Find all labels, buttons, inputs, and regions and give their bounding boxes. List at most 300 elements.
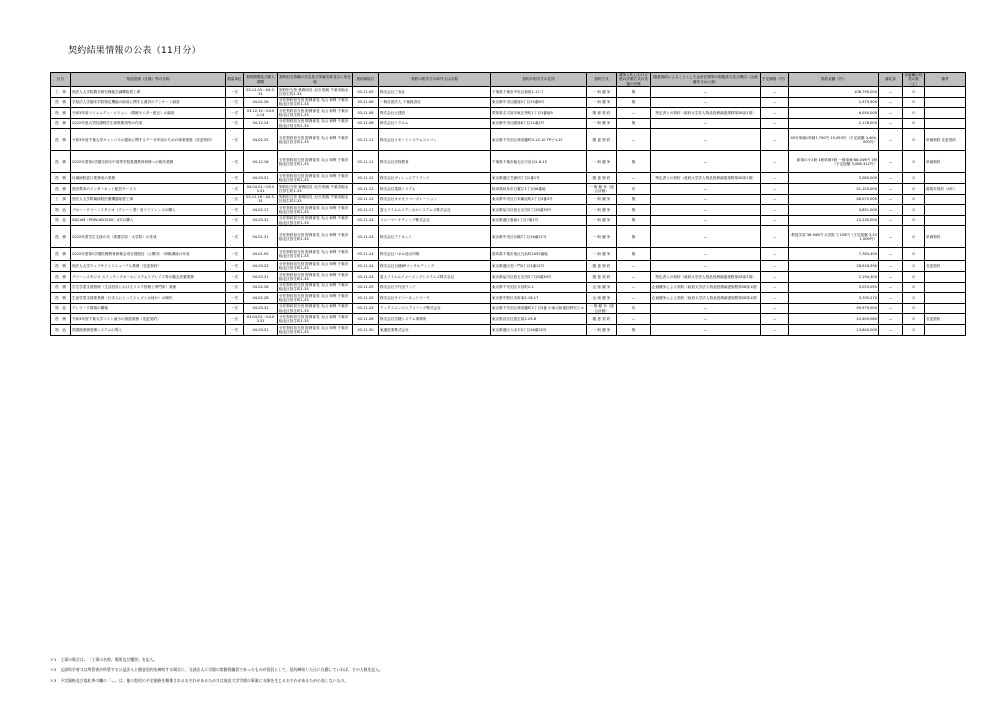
cell-reason: —: [651, 183, 761, 194]
table-row: [51, 248, 966, 261]
cell-dept: 役 務: [51, 97, 71, 108]
cell-qty: 一式: [226, 226, 244, 248]
cell-qty: 一式: [226, 324, 244, 335]
cell-bidders: 0: [903, 173, 925, 184]
cell-competition: 有: [617, 183, 651, 194]
table-row: [51, 173, 966, 184]
table-row: [51, 118, 966, 129]
cell-item: 独法人大学院農学研究棟他空調機取替工事: [71, 87, 226, 98]
cell-qty: 一式: [226, 303, 244, 314]
cell-dept: 役 務: [51, 129, 71, 151]
cell-officer: 分任契約担当役 財務部長 丸山 和利 千葉市稲毛区弥生町1-33: [278, 205, 353, 216]
cell-address: 東京都港区虎ノ門4丁目3番12号: [491, 261, 587, 272]
cell-method: 企 画 競 争: [587, 293, 617, 304]
cell-rate: —: [879, 248, 903, 261]
cell-period: 04.04.01〜05.03.31: [244, 183, 278, 194]
cell-method: 随 意 契 約: [587, 129, 617, 151]
cell-reason: 特定者との契約（政府大学法人物品役務調達規程第28条1項）: [651, 108, 761, 119]
cell-date: 03.11.25: [353, 303, 379, 314]
cell-method: 一 般 競 争: [587, 324, 617, 335]
cell-method: 一 般 競 争（総合評価）: [587, 303, 617, 314]
footnote-2: ＊2 文部科学省又は所管省が所管する公益法人と随意契約を締結する場合に、当該法人に学園の常勤役職員であったものが役員として、契約締結した日に在籍していれば、その人数を記入。: [50, 667, 384, 673]
cell-competition: —: [617, 129, 651, 151]
cell-vendor: 株式会社千代田ランド: [379, 282, 491, 293]
cell-estimate: —: [761, 303, 789, 314]
cell-estimate: —: [761, 97, 789, 108]
cell-officer: 分任契約担当役 財務部長 丸山 和利 千葉市稲毛区弥生町1-33: [278, 314, 353, 325]
table-body: [51, 87, 966, 336]
cell-address: 東京都千代田区神田錦町3-13-10 TPビル1F: [491, 129, 587, 151]
table-row: [51, 303, 966, 314]
cell-item: グリーンスタジオ スイッチングオールシステムリプレイス等の撤去設置業務: [71, 271, 226, 282]
cell-amount: 2,194,300: [789, 271, 879, 282]
cell-competition: —: [617, 108, 651, 119]
cell-qty: 一式: [226, 282, 244, 293]
cell-vendor: 富士フイルムメディカルシステムズ株式会社: [379, 205, 491, 216]
contract-results-table: [50, 72, 966, 336]
cell-vendor: 株式会社リクルム: [379, 118, 491, 129]
cell-date: 03.11.08: [353, 118, 379, 129]
cell-vendor: 東通産業株式会社: [379, 324, 491, 335]
cell-rate: —: [879, 324, 903, 335]
cell-amount: 49分単価1単価7,700円 10,450円（予定総額 4,400,000円）: [789, 129, 879, 151]
cell-period: 04.03.31: [244, 173, 278, 184]
cell-dept: 役 務: [51, 118, 71, 129]
cell-reason: —: [651, 226, 761, 248]
cell-dept: 役 務: [51, 248, 71, 261]
cell-qty: 一式: [226, 129, 244, 151]
cell-competition: 無: [617, 205, 651, 216]
cell-estimate: —: [761, 173, 789, 184]
page-title: 契約結果情報の公表（11月分）: [68, 46, 201, 56]
table-header-row: [51, 73, 966, 87]
cell-reason: —: [651, 97, 761, 108]
cell-officer: 分任契約担当役 財務部長 丸山 和利 千葉市稲毛区弥生町1-33: [278, 151, 353, 173]
cell-remarks: [925, 303, 966, 314]
cell-bidders: 0: [903, 282, 925, 293]
cell-remarks: 単価契約: [925, 226, 966, 248]
cell-address: 東京都渋谷区道玄坂2-29-8: [491, 314, 587, 325]
cell-amount: 28,916,590: [789, 261, 879, 272]
cell-reason: 特定者との契約（政府大学法人物品役務調達規程第28条1項）: [651, 173, 761, 184]
cell-competition: 無: [617, 87, 651, 98]
cell-period: 03.11.16〜04.3.31: [244, 194, 278, 205]
cell-rate: —: [879, 118, 903, 129]
cell-item: 独法教育のインターネット配信サービス: [71, 183, 226, 194]
cell-rate: —: [879, 151, 903, 173]
header-method: 契約方式: [587, 73, 617, 87]
cell-remarks: [925, 87, 966, 98]
cell-item: 2022年度大学院課程学生募集要項等の作成: [71, 118, 226, 129]
table-row: [51, 97, 966, 108]
cell-bidders: 0: [903, 194, 925, 205]
cell-competition: 無: [617, 215, 651, 226]
table-row: [51, 194, 966, 205]
cell-reason: —: [651, 324, 761, 335]
cell-officer: 分任契約担当役 財務部長 丸山 和利 千葉市稲毛区弥生町1-33: [278, 215, 353, 226]
cell-officer: 分任契約担当役 財務部長 丸山 和利 千葉市稲毛区弥生町1-33: [278, 282, 353, 293]
cell-estimate: —: [761, 215, 789, 226]
cell-qty: 一式: [226, 261, 244, 272]
cell-date: 03.11.24: [353, 215, 379, 226]
cell-competition: —: [617, 271, 651, 282]
cell-bidders: 0: [903, 226, 925, 248]
cell-officer: 分任契約担当役 財務部長 丸山 和利 千葉市稲毛区弥生町1-33: [278, 248, 353, 261]
cell-estimate: —: [761, 205, 789, 216]
cell-address: 千葉県千葉市中央区新宿1-17-7: [491, 87, 587, 98]
cell-estimate: —: [761, 248, 789, 261]
cell-bidders: 0: [903, 205, 925, 216]
cell-address: 東京都品川区西五反田3丁目6番30号: [491, 271, 587, 282]
cell-rate: —: [879, 303, 903, 314]
cell-bidders: 0: [903, 108, 925, 119]
header-amount: 契約金額（円）: [789, 73, 879, 87]
cell-period: 04.01.05: [244, 248, 278, 261]
cell-amount: 新規の小1冊 1冊単価7冊 一冊単価 68,049円 1冊（予定総額 3,068,312円）: [789, 151, 879, 173]
cell-period: 04.02.17: [244, 205, 278, 216]
cell-rate: —: [879, 261, 903, 272]
cell-reason: 特定者との契約（政府大学法人物品役務調達規程第28条1項）: [651, 271, 761, 282]
table-row: [51, 324, 966, 335]
cell-dept: 役 務: [51, 271, 71, 282]
cell-estimate: —: [761, 108, 789, 119]
cell-qty: 一式: [226, 118, 244, 129]
footnote-3: ＊3 予定価格及び落札率の欄の「—」は、他の契約の予定価格を類推されるおそれがあるため又は放送大学学園の事業に支障を生じるおそれがあるため公表しないもの。: [50, 677, 348, 683]
cell-amount: 51,150,000: [789, 183, 879, 194]
cell-qty: 一式: [226, 271, 244, 282]
cell-vendor: 富士フイルムイメージングシステムズ株式会社: [379, 271, 491, 282]
header-vendor: 契約の相手方の商号又は名称: [379, 73, 491, 87]
cell-qty: 一式: [226, 205, 244, 216]
cell-period: 04.03.31: [244, 271, 278, 282]
cell-rate: —: [879, 226, 903, 248]
cell-period: 04.03.31: [244, 215, 278, 226]
cell-remarks: [925, 205, 966, 216]
cell-dept: 役 務: [51, 151, 71, 173]
cell-vendor: 株式会社ヴィレッジアイランド: [379, 173, 491, 184]
header-competition: 競争入札における他の評価方式の実施の有無: [617, 73, 651, 87]
cell-rate: —: [879, 87, 903, 98]
cell-vendor: 株式会社サイバーネットワーク: [379, 293, 491, 304]
cell-estimate: —: [761, 324, 789, 335]
cell-date: 03.11.08: [353, 108, 379, 119]
cell-remarks: [925, 108, 966, 119]
cell-date: 03.11.12: [353, 173, 379, 184]
cell-dept: 工 事: [51, 194, 71, 205]
cell-address: 東京都中央区日本橋室町2丁目3番3号: [491, 194, 587, 205]
header-estimate: 予定価格（円）: [761, 73, 789, 87]
cell-period: 04.12.16: [244, 151, 278, 173]
cell-date: 03.11.30: [353, 324, 379, 335]
cell-method: 一 般 競 争: [587, 118, 617, 129]
cell-bidders: 0: [903, 118, 925, 129]
cell-rate: —: [879, 314, 903, 325]
cell-officer: 分任契約担当役 財務部長 丸山 和利 千葉市稲毛区弥生町1-33: [278, 129, 353, 151]
cell-qty: 一式: [226, 183, 244, 194]
cell-period: 04.02.28: [244, 293, 278, 304]
cell-competition: 有: [617, 303, 651, 314]
cell-item: 2022年度学生支援の実（看護学部・大学院）の作成: [71, 226, 226, 248]
cell-item: 付属病院窓口業務用の業務: [71, 173, 226, 184]
table-row: [51, 293, 966, 304]
cell-vendor: ソニーマーケティング株式会社: [379, 215, 491, 226]
cell-competition: —: [617, 293, 651, 304]
cell-competition: 無: [617, 118, 651, 129]
cell-vendor: 一般社団法人 千葉経済社: [379, 97, 491, 108]
cell-officer: 契約担当役 事務局長 太田 悦朗 千葉市稲毛区弥生町1-33: [278, 183, 353, 194]
cell-method: 企 画 競 争: [587, 282, 617, 293]
header-remarks: 備考: [925, 73, 966, 87]
cell-rate: —: [879, 173, 903, 184]
cell-bidders: 0: [903, 87, 925, 98]
cell-reason: —: [651, 87, 761, 98]
table-row: [51, 129, 966, 151]
cell-amount: 10,230,000: [789, 215, 879, 226]
cell-date: 03.11.15: [353, 194, 379, 205]
header-officer: 契約担当役職の氏名及び所属名称並びに所在地: [278, 73, 353, 87]
cell-officer: 契約担当役 事務局長 太田 悦朗 千葉市稲毛区弥生町1-33: [278, 194, 353, 205]
cell-item: 図書館業務管理システムの導入: [71, 324, 226, 335]
cell-remarks: [925, 324, 966, 335]
cell-rate: —: [879, 271, 903, 282]
cell-vendor: 株式会社学籍システム事務所: [379, 314, 491, 325]
cell-method: 一 般 競 争: [587, 215, 617, 226]
cell-item: 学校法人学園本学院特定機能の助成に関する運営のアンケート調査: [71, 97, 226, 108]
cell-bidders: 0: [903, 97, 925, 108]
cell-vendor: 株式会社学校教育: [379, 151, 491, 173]
table-row: [51, 183, 966, 194]
cell-date: 03.11.25: [353, 293, 379, 304]
cell-amount: 13,640,000: [789, 324, 879, 335]
cell-vendor: 株式会社パネル総合印刷: [379, 248, 491, 261]
cell-estimate: —: [761, 271, 789, 282]
cell-item: 生涯学習支援業業務（日本人にとってジャズとは何か）の制作: [71, 293, 226, 304]
header-address: 契約の相手方の住所: [491, 73, 587, 87]
header-rate: 落札率: [879, 73, 903, 87]
cell-vendor: 株式会社三寿社: [379, 87, 491, 98]
cell-officer: 分任契約担当役 財務部長 丸山 和利 千葉市稲毛区弥生町1-33: [278, 324, 353, 335]
cell-officer: 分任契約担当役 財務部長 丸山 和利 千葉市稲毛区弥生町1-33: [278, 173, 353, 184]
cell-remarks: 単価契約: [925, 151, 966, 173]
cell-amount: 6,050,000: [789, 108, 879, 119]
cell-dept: 物 品: [51, 205, 71, 216]
cell-estimate: —: [761, 118, 789, 129]
cell-dept: 役 務: [51, 293, 71, 304]
cell-amount: 3,080,000: [789, 173, 879, 184]
cell-dept: 役 務: [51, 173, 71, 184]
cell-method: 一 般 競 争: [587, 248, 617, 261]
header-dept: 区分: [51, 73, 71, 87]
cell-amount: 3,053,050: [789, 282, 879, 293]
cell-address: 東京都港区港南1丁目7番1号: [491, 215, 587, 226]
table-row: [51, 108, 966, 119]
cell-period: 04.12.24: [244, 118, 278, 129]
cell-date: 03.11.05: [353, 87, 379, 98]
cell-reason: —: [651, 118, 761, 129]
cell-qty: 一式: [226, 215, 244, 226]
cell-date: 03.11.24: [353, 226, 379, 248]
cell-vendor: 株式会社リモートシステムジャパン: [379, 129, 491, 151]
cell-rate: —: [879, 205, 903, 216]
footnote-1: ＊1 工事の場合は、「工事の名称、場所及び種別」を記入。: [50, 657, 158, 662]
cell-bidders: 0: [903, 314, 925, 325]
cell-period: 04.03.31: [244, 303, 278, 314]
cell-amount: 教員学部 38,940円 大学院 7,150円（予定総額 3,521,000円）: [789, 226, 879, 248]
cell-date: 03.11.24: [353, 248, 379, 261]
cell-item: 令和3年度コミュニティ・ビジョン（情報モニター改正）の調査: [71, 108, 226, 119]
cell-qty: 一式: [226, 248, 244, 261]
cell-vendor: テックスエンジニアリーング株式会社: [379, 303, 491, 314]
table-row: [51, 271, 966, 282]
cell-period: 04.02.28: [244, 97, 278, 108]
cell-period: 03.11.05〜04.3.31: [244, 87, 278, 98]
cell-vendor: 株式会社オオモリコーポレーション: [379, 194, 491, 205]
cell-method: 随 意 契 約: [587, 108, 617, 119]
cell-address: 東京都港区六本木5丁目16番20号: [491, 324, 587, 335]
cell-address: 千葉県千葉市稲毛区天診台2-6-15: [491, 151, 587, 173]
cell-competition: —: [617, 282, 651, 293]
cell-address: 岐阜県岐阜市日置江1丁目58番地: [491, 183, 587, 194]
cell-address: 愛知県名古屋市東区葵町1丁目1番地5: [491, 108, 587, 119]
cell-estimate: —: [761, 226, 789, 248]
cell-bidders: 0: [903, 183, 925, 194]
cell-estimate: —: [761, 183, 789, 194]
cell-period: 04.01.31: [244, 226, 278, 248]
cell-reason: —: [651, 151, 761, 173]
cell-item: 令和3年度千葉大学キャンパスの運用に関するデータ作成のための事業推進（変更契約）: [71, 129, 226, 151]
cell-bidders: 0: [903, 151, 925, 173]
table-row: [51, 151, 966, 173]
contract-table-container: [50, 72, 965, 336]
cell-amount: 7,783,400: [789, 248, 879, 261]
cell-address: 東京都中央区銀座5丁目15番8号: [491, 97, 587, 108]
cell-address: 東京都千代田区神田錦町2丁目3番 小東大和通信研究ビル: [491, 303, 587, 314]
cell-estimate: —: [761, 87, 789, 98]
cell-reason: 企画競争による契約（政府大学法人物品役務調達規程第28条1項）: [651, 293, 761, 304]
cell-method: 一 般 競 争: [587, 87, 617, 98]
cell-competition: 無: [617, 226, 651, 248]
cell-bidders: 0: [903, 303, 925, 314]
cell-bidders: 0: [903, 271, 925, 282]
cell-date: 03.11.17: [353, 205, 379, 216]
cell-amount: 48,070,000: [789, 194, 879, 205]
cell-reason: —: [651, 129, 761, 151]
cell-method: 一 般 競 争（総合評価）: [587, 183, 617, 194]
cell-reason: —: [651, 248, 761, 261]
cell-qty: 一式: [226, 293, 244, 304]
cell-rate: —: [879, 108, 903, 119]
cell-dept: 物 品: [51, 303, 71, 314]
header-item: 物品役務（仕様）等の名称: [71, 73, 226, 87]
cell-remarks: [925, 194, 966, 205]
cell-officer: 分任契約担当役 財務部長 丸山 和利 千葉市稲毛区弥生町1-33: [278, 97, 353, 108]
cell-competition: 無: [617, 194, 651, 205]
cell-dept: 役 務: [51, 261, 71, 272]
cell-remarks: [925, 271, 966, 282]
cell-address: 東京都中央区京橋7丁目16番21号: [491, 226, 587, 248]
cell-reason: —: [651, 261, 761, 272]
cell-remarks: 複数年契約（4年）: [925, 183, 966, 194]
cell-item: ブルー・グリーンスタジオ（クレーン型）用ワイドレンズの購入: [71, 205, 226, 216]
cell-competition: 無: [617, 248, 651, 261]
cell-competition: 無: [617, 324, 651, 335]
cell-period: 03.04.01〜04.03.31: [244, 314, 278, 325]
cell-estimate: —: [761, 314, 789, 325]
cell-method: 一 般 競 争: [587, 226, 617, 248]
cell-remarks: 単価契約 変更契約: [925, 129, 966, 151]
cell-item: 独法人大学附属病院医療機器取替工事: [71, 194, 226, 205]
cell-officer: 分任契約担当役 財務部長 丸山 和利 千葉市稲毛区弥生町1-33: [278, 226, 353, 248]
cell-method: 一 般 競 争: [587, 194, 617, 205]
cell-item: 独法人大学ウェブサイトリニューアル業務（変更契約）: [71, 261, 226, 272]
cell-amount: 24,409,080: [789, 314, 879, 325]
cell-item: 2022年度第1学期全国小中高等学校看護教育研修への配布業務: [71, 151, 226, 173]
cell-item: XDCAM（PDW-HD1500）4式の購入: [71, 215, 226, 226]
table-row: [51, 314, 966, 325]
cell-dept: 物 品: [51, 215, 71, 226]
cell-remarks: [925, 97, 966, 108]
cell-amount: 99,979,000: [789, 303, 879, 314]
cell-dept: 役 務: [51, 282, 71, 293]
table-row: [51, 205, 966, 216]
header-date: 契約締結日: [353, 73, 379, 87]
cell-qty: 一式: [226, 173, 244, 184]
cell-dept: 役 務: [51, 183, 71, 194]
cell-period: 03.12.15〜04.02.14: [244, 108, 278, 119]
cell-item: 令和3年度千葉大学コスト縮小の推進業務（変更契約）: [71, 314, 226, 325]
cell-remarks: [925, 282, 966, 293]
cell-method: 一 般 競 争: [587, 97, 617, 108]
cell-rate: —: [879, 215, 903, 226]
cell-period: 04.02.25: [244, 129, 278, 151]
cell-rate: —: [879, 194, 903, 205]
cell-date: 03.11.11: [353, 129, 379, 151]
cell-method: 随 意 契 約: [587, 173, 617, 184]
cell-amount: 2,178,000: [789, 118, 879, 129]
cell-period: 04.02.28: [244, 282, 278, 293]
cell-rate: —: [879, 129, 903, 151]
cell-officer: 分任契約担当役 財務部長 丸山 和利 千葉市稲毛区弥生町1-33: [278, 271, 353, 282]
cell-vendor: 株式会社電算システム: [379, 183, 491, 194]
table-row: [51, 215, 966, 226]
cell-vendor: 株式会社日経BPコンサルティング: [379, 261, 491, 272]
cell-competition: —: [617, 261, 651, 272]
cell-remarks: [925, 118, 966, 129]
cell-amount: 4,651,000: [789, 205, 879, 216]
cell-reason: 企画競争による契約（政府大学法人物品役務調達規程第28条1項）: [651, 282, 761, 293]
cell-dept: 工 事: [51, 87, 71, 98]
cell-bidders: 0: [903, 248, 925, 261]
cell-address: 東京都千代田区永田町2-1: [491, 282, 587, 293]
cell-qty: 一式: [226, 194, 244, 205]
cell-address: 東京都中央区銀座8丁目11番2号: [491, 118, 587, 129]
cell-bidders: 0: [903, 324, 925, 335]
cell-competition: —: [617, 314, 651, 325]
cell-period: 04.03.23: [244, 261, 278, 272]
cell-officer: 契約担当役 事務局長 太田 悦朗 千葉市稲毛区弥生町1-33: [278, 87, 353, 98]
table-row: [51, 282, 966, 293]
cell-address: 東京都中野区本町東2-16-17: [491, 293, 587, 304]
cell-dept: 役 務: [51, 226, 71, 248]
cell-remarks: [925, 215, 966, 226]
cell-estimate: —: [761, 129, 789, 151]
cell-bidders: 0: [903, 215, 925, 226]
cell-competition: 無: [617, 97, 651, 108]
cell-method: 随 意 契 約: [587, 314, 617, 325]
cell-remarks: [925, 293, 966, 304]
cell-dept: 役 務: [51, 314, 71, 325]
cell-method: 随 意 契 約: [587, 261, 617, 272]
